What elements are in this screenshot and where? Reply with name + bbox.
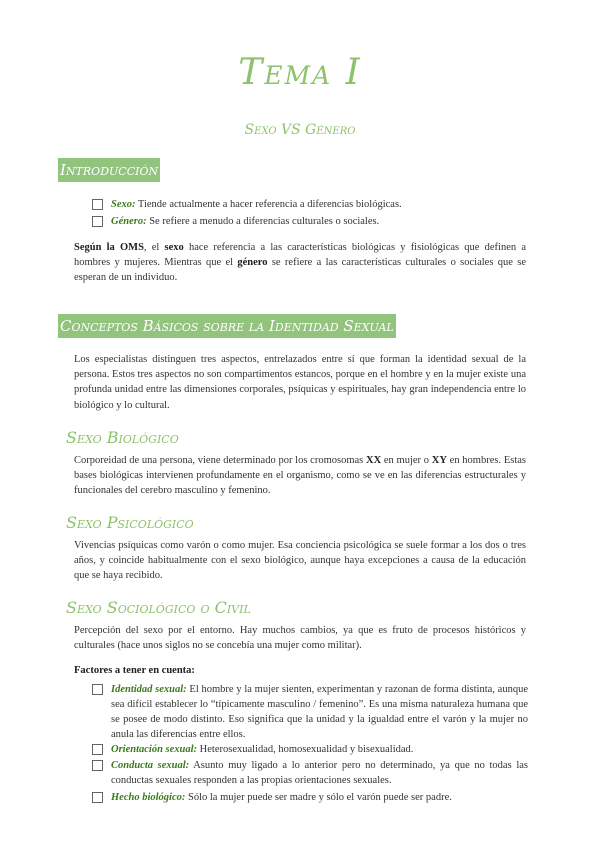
concepts-paragraph: Los especialistas distinguen tres aspectos, entrelazados entre sí que forman la identidad sexual de la persona. Estos tres aspectos no son compartimentos estancos, porque en el hombre y en la mujer existe una profunda unidad entre las dimensiones corporales, psíquicas y espirituales, hay gran independencia entre lo biológico y lo cultural. [74, 354, 526, 411]
list-item-desc: El hombre y la mujer sienten, experimentan y razonan de forma distinta, aunque sea difícil establecer lo “típicamente masculino / femenino”. Es una misma naturaleza humana que se posee de modo distinto. Eso significa que la unidad y la igualdad entre el varón y la mujer no anula las diferencias entre ellos. [111, 684, 528, 740]
list-item-text [111, 214, 379, 229]
intro-text-a: , el [143, 242, 165, 253]
subheading-sexo-sociologico: Sexo Sociológico o Civil [66, 598, 251, 617]
section-heading-conceptos: Conceptos Básicos sobre la Identidad Sexual [58, 314, 396, 338]
page-subtitle: Sexo VS Género [244, 122, 356, 138]
list-item-term: Hecho biológico: [111, 792, 186, 803]
list-item-term: Sexo: [111, 199, 136, 210]
checkbox-icon [92, 760, 103, 771]
biologico-paragraph [74, 453, 526, 499]
list-item-desc: Heterosexualidad, homosexualidad y bisexualidad. [197, 744, 414, 755]
list-item-text [111, 742, 413, 757]
intro-text-b: hace referencia a las características biológicas y fisiológicas que definen a hombres y mujeres. Mientras que el [74, 242, 526, 269]
list-item [92, 197, 528, 212]
list-item-desc: Tiende actualmente a hacer referencia a diferencias biológicas. [135, 199, 402, 210]
intro-text-c: se refiere a las características culturales o sociales que se esperan de un individuo. [74, 257, 526, 284]
sociologico-paragraph: Percepción del sexo por el entorno. Hay muchos cambios, ya que es fruto de procesos históricos y culturales (hace unos siglos no se concebía una mujer como militar). [74, 625, 526, 652]
oms-bold: Según la OMS [74, 242, 144, 253]
list-item [92, 758, 528, 788]
list-item-text [111, 790, 452, 805]
list-item-text [111, 682, 528, 742]
checkbox-icon [92, 744, 103, 755]
list-item-desc: Sólo la mujer puede ser madre y sólo el varón puede ser padre. [185, 792, 452, 803]
list-item [92, 214, 528, 229]
list-item-term: Conducta sexual: [111, 760, 190, 771]
list-item-text [111, 197, 402, 212]
subheading-sexo-psicologico: Sexo Psicológico [66, 513, 194, 532]
list-item-desc: Se refiere a menudo a diferencias culturales o sociales. [146, 216, 380, 227]
psicologico-paragraph: Vivencias psíquicas como varón o como mujer. Esa conciencia psicológica se suele formar a los dos o tres años, y coincide habitualmente con el sexo biológico, aunque haya excepciones a causa de la educación que se haya recibido. [74, 540, 526, 582]
list-item-term: Identidad sexual: [111, 684, 187, 695]
list-item [92, 682, 528, 742]
section-heading-introduccion: Introducción [58, 158, 160, 182]
list-item-desc: Asunto muy ligado a lo anterior pero no determinado, ya que no todas las conductas sexuales responden a las propias orientaciones sexuales. [111, 760, 528, 786]
page-title: Tema I [238, 52, 362, 93]
sexo-bold: sexo [164, 242, 184, 253]
checkbox-icon [92, 199, 103, 210]
biologico-text-b: en mujer o [381, 455, 432, 466]
factors-label: Factores a tener en cuenta: [74, 665, 195, 676]
list-item-term: Género: [111, 216, 147, 227]
checkbox-icon [92, 792, 103, 803]
checkbox-icon [92, 684, 103, 695]
list-item [92, 790, 528, 805]
intro-paragraph [74, 240, 526, 286]
list-item-term: Orientación sexual: [111, 744, 198, 755]
xy-bold: XY [431, 455, 447, 466]
subheading-sexo-biologico: Sexo Biológico [66, 428, 179, 447]
genero-bold: género [237, 257, 268, 269]
checkbox-icon [92, 216, 103, 227]
list-item-text [111, 758, 528, 788]
biologico-text-a: Corporeidad de una persona, viene determinado por los cromosomas [74, 455, 366, 466]
biologico-text-c: en hombres. Estas bases biológicas intervienen profundamente en el organismo, como se ve en las diferencias estructurales y funcionales del cerebro masculino y femenino. [74, 455, 526, 497]
xx-bold: XX [365, 455, 382, 466]
list-item [92, 742, 528, 757]
